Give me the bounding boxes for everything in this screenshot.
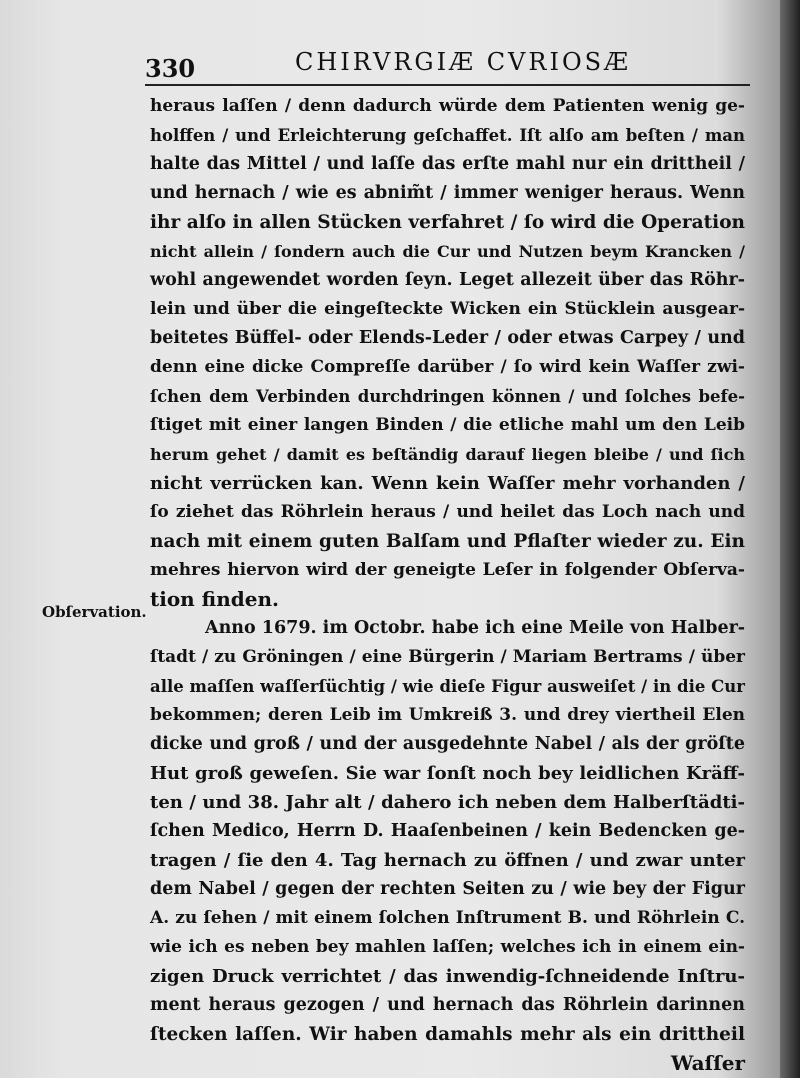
text-line: nach mit einem guten Balſam und Pflaſter wieder zu. Ein [150,531,745,552]
header-rule [145,84,750,86]
text-line: holffen / und Erleichterung geſchaffet. Iſt alſo am beſten / man [150,126,745,145]
text-line: ſchen dem Verbinden durchdringen können / und ſolches befe- [150,387,745,406]
running-head [145,44,750,83]
text-line: ſtiget mit einer langen Binden / die etliche mahl um den Leib [150,415,745,435]
text-line: heraus laſſen / denn dadurch würde dem Patienten wenig ge- [150,96,745,116]
text-line: ihr alſo in allen Stücken verfahret / ſo wird die Operation [150,212,745,233]
text-line: ſo ziehet das Röhrlein heraus / und heilet das Loch nach und [150,502,745,522]
text-line: lein und über die eingeſteckte Wicken ein Stücklein ausgear- [150,299,745,319]
running-title: CHIRVRGIÆ CVRIOSÆ [295,48,632,76]
text-line: wohl angewendet worden ſeyn. Leget allezeit über das Röhr- [150,270,745,290]
text-line: beitetes Büffel- oder Elends-Leder / oder etwas Carpey / und [150,328,745,348]
text-line: tragen / ſie den 4. Tag hernach zu öffnen / und zwar unter [150,850,745,871]
text-line: ſtadt / zu Gröningen / eine Bürgerin / Mariam Bertrams / über [150,647,745,667]
margin-note-observation: Obſervation. [42,603,147,621]
text-line: Anno 1679. im Octobr. habe ich eine Meile von Halber- [205,618,746,638]
text-line: mehres hiervon wird der geneigte Leſer in folgender Obſerva- [150,560,745,580]
text-line: ten / und 38. Jahr alt / dahero ich neben dem Halberſtädti- [150,792,745,813]
page-edge-shadow [780,0,800,1078]
text-line: herum gehet / damit es beſtändig darauf liegen bleibe / und ſich [150,445,745,464]
text-line: ſtecken laſſen. Wir haben damahls mehr als ein drittheil [150,1024,745,1045]
text-line: tion finden. [150,587,279,611]
text-line: dem Nabel / gegen der rechten Seiten zu / wie bey der Figur [150,879,745,899]
text-line: bekommen; deren Leib im Umkreiß 3. und drey viertheil Elen [150,705,745,725]
text-line: nicht allein / ſondern auch die Cur und Nutzen beym Krancken / [150,242,745,261]
text-line: A. zu ſehen / mit einem ſolchen Inſtrument B. und Röhrlein C. [150,908,745,928]
text-line: zigen Druck verrichtet / das inwendig-ſchneidende Inſtru- [150,966,745,987]
catchword: Waſſer [670,1051,745,1075]
text-line: und hernach / wie es abnim̃t / immer weniger heraus. Wenn [150,183,745,203]
text-line: dicke und groß / und der ausgedehnte Nabel / als der gröſte [150,734,745,754]
text-line: ſchen Medico, Herrn D. Haaſenbeinen / kein Bedencken ge- [150,821,745,841]
body-text [150,92,745,1078]
text-line: denn eine dicke Compreſſe darüber / ſo wird kein Waſſer zwi- [150,357,745,377]
page-number: 330 [145,54,196,83]
text-line: halte das Mittel / und laſſe das erſte mahl nur ein drittheil / [150,154,745,174]
text-line: Hut groß geweſen. Sie war ſonſt noch bey leidlichen Kräff- [150,763,745,784]
text-line: ment heraus gezogen / und hernach das Röhrlein darinnen [150,995,745,1015]
text-line: nicht verrücken kan. Wenn kein Waſſer mehr vorhanden / [150,473,745,494]
text-line: alle maſſen waſſerſüchtig / wie dieſe Figur ausweiſet / in die Cur [150,677,745,696]
text-line: wie ich es neben bey mahlen laſſen; welches ich in einem ein- [150,937,745,957]
